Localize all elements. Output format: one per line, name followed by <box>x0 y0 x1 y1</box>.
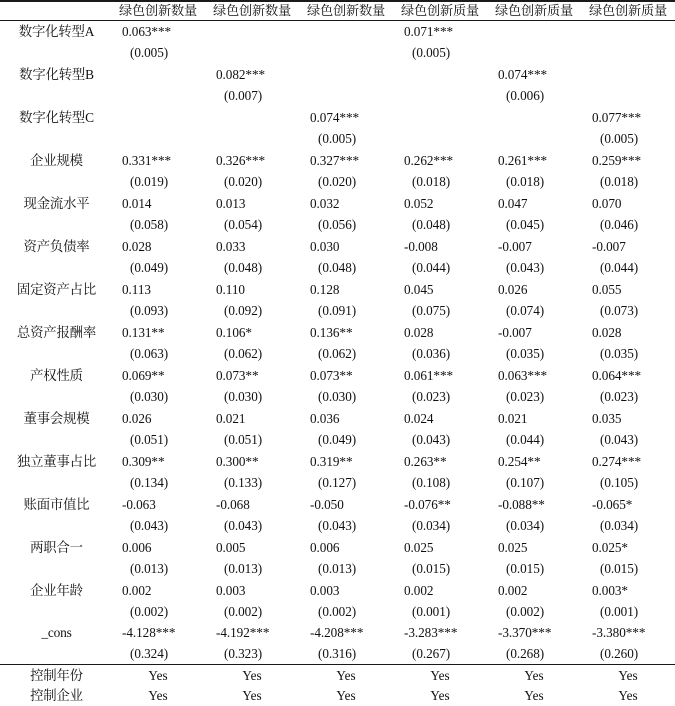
stderr-cell: (0.043) <box>318 518 357 534</box>
stderr-cell: (0.015) <box>506 561 545 577</box>
row-label-spacer <box>0 214 111 236</box>
coefficient-cell: -0.007 <box>498 324 532 340</box>
stderr-cell: (0.091) <box>318 303 357 319</box>
row-label-spacer <box>0 601 111 623</box>
stderr-cell: (0.030) <box>318 389 357 405</box>
stderr-cell: (0.074) <box>506 303 545 319</box>
stderr-cell: (0.005) <box>412 45 451 61</box>
footer-value-cell: Yes <box>430 688 450 704</box>
stderr-cell: (0.043) <box>600 432 639 448</box>
stderr-cell: (0.005) <box>318 131 357 147</box>
coefficient-cell: 0.028 <box>404 324 434 340</box>
stderr-cell: (0.049) <box>130 260 169 276</box>
stderr-cell: (0.015) <box>412 561 451 577</box>
coefficient-cell: 0.045 <box>404 281 434 297</box>
coefficient-cell: 0.110 <box>216 281 245 297</box>
column-header-5: 绿色创新质量 <box>487 1 581 20</box>
stderr-cell: (0.051) <box>224 432 263 448</box>
row-label-spacer <box>0 257 111 279</box>
table-header <box>0 1 675 20</box>
coefficient-cell <box>205 107 299 128</box>
table-row-stderr <box>0 128 675 150</box>
table-row <box>0 537 675 558</box>
table-row <box>0 365 675 386</box>
coefficient-cell: 0.021 <box>216 410 246 426</box>
column-header-4: 绿色创新质量 <box>393 1 487 20</box>
stderr-cell: (0.043) <box>506 260 545 276</box>
stderr-cell: (0.127) <box>318 475 357 491</box>
coefficient-cell: -0.007 <box>498 238 532 254</box>
footer-value-cell: Yes <box>336 688 356 704</box>
table-row-stderr <box>0 42 675 64</box>
stderr-cell: (0.044) <box>600 260 639 276</box>
coefficient-cell <box>487 20 581 42</box>
coefficient-cell: -0.065* <box>592 496 633 512</box>
stderr-cell: (0.018) <box>600 174 639 190</box>
table-footer-row <box>0 664 675 686</box>
stderr-cell: (0.030) <box>224 389 263 405</box>
column-header-6: 绿色创新质量 <box>581 1 675 20</box>
coefficient-cell: 0.025 <box>498 539 528 555</box>
row-label-spacer <box>0 643 111 665</box>
stderr-cell <box>299 42 393 64</box>
coefficient-cell: 0.326*** <box>216 152 266 168</box>
stderr-cell: (0.023) <box>506 389 545 405</box>
coefficient-cell: 0.331*** <box>122 152 172 168</box>
stderr-cell: (0.133) <box>224 475 263 491</box>
stderr-cell: (0.030) <box>130 389 169 405</box>
coefficient-cell: 0.319** <box>310 453 353 469</box>
coefficient-cell <box>581 20 675 42</box>
table-row-stderr <box>0 257 675 279</box>
stderr-cell <box>205 42 299 64</box>
column-header-2: 绿色创新数量 <box>205 1 299 20</box>
table-row <box>0 236 675 257</box>
stderr-cell: (0.002) <box>506 604 545 620</box>
stderr-cell <box>111 85 205 107</box>
table-row <box>0 408 675 429</box>
coefficient-cell: -0.068 <box>216 496 250 512</box>
stderr-cell: (0.044) <box>412 260 451 276</box>
coefficient-cell: -0.063 <box>122 496 156 512</box>
stderr-cell: (0.043) <box>130 518 169 534</box>
coefficient-cell: 0.300** <box>216 453 259 469</box>
coefficient-cell: 0.073** <box>310 367 353 383</box>
stderr-cell: (0.062) <box>224 346 263 362</box>
coefficient-cell: 0.309** <box>122 453 165 469</box>
coefficient-cell <box>487 107 581 128</box>
coefficient-cell <box>299 20 393 42</box>
table-row-stderr <box>0 214 675 236</box>
row-label-spacer <box>0 85 111 107</box>
stderr-cell: (0.058) <box>130 217 169 233</box>
row-label-spacer <box>0 300 111 322</box>
table-row-stderr <box>0 85 675 107</box>
stderr-cell: (0.260) <box>600 645 639 661</box>
coefficient-cell: 0.263** <box>404 453 447 469</box>
coefficient-cell: 0.069** <box>122 367 165 383</box>
table-row <box>0 451 675 472</box>
coefficient-cell: 0.128 <box>310 281 340 297</box>
coefficient-cell: 0.074*** <box>310 109 360 125</box>
stderr-cell: (0.268) <box>506 645 545 661</box>
coefficient-cell: 0.006 <box>122 539 152 555</box>
stderr-cell: (0.020) <box>318 174 357 190</box>
row-label-spacer <box>0 42 111 64</box>
stderr-cell <box>205 128 299 150</box>
coefficient-cell: 0.024 <box>404 410 434 426</box>
coefficient-cell <box>299 64 393 85</box>
stderr-cell: (0.002) <box>318 604 357 620</box>
footer-value-cell: Yes <box>393 664 487 686</box>
footer-value-cell: Yes <box>205 664 299 686</box>
row-label-spacer <box>0 171 111 193</box>
stderr-cell: (0.049) <box>318 432 357 448</box>
stderr-cell: (0.105) <box>600 475 639 491</box>
table-row <box>0 494 675 515</box>
column-header-1: 绿色创新数量 <box>111 1 205 20</box>
row-label: 产权性质 <box>30 367 83 383</box>
row-label: 固定资产占比 <box>16 281 97 297</box>
stderr-cell: (0.002) <box>224 604 263 620</box>
stderr-cell: (0.023) <box>600 389 639 405</box>
stderr-cell: (0.134) <box>130 475 169 491</box>
coefficient-cell: 0.003* <box>592 582 628 598</box>
coefficient-cell: 0.259*** <box>592 152 642 168</box>
stderr-cell: (0.048) <box>412 217 451 233</box>
coefficient-cell: 0.026 <box>122 410 152 426</box>
stderr-cell: (0.062) <box>318 346 357 362</box>
stderr-cell <box>111 128 205 150</box>
coefficient-cell: -4.192*** <box>216 625 270 641</box>
row-label-spacer <box>0 472 111 494</box>
stderr-cell: (0.013) <box>318 561 357 577</box>
coefficient-cell: 0.074*** <box>498 66 548 82</box>
stderr-cell: (0.020) <box>224 174 263 190</box>
stderr-cell: (0.019) <box>130 174 169 190</box>
coefficient-cell: 0.030 <box>310 238 340 254</box>
stderr-cell <box>581 85 675 107</box>
stderr-cell: (0.323) <box>224 645 263 661</box>
coefficient-cell: 0.025* <box>592 539 628 555</box>
coefficient-cell: 0.028 <box>592 324 622 340</box>
stderr-cell <box>487 42 581 64</box>
stderr-cell: (0.051) <box>130 432 169 448</box>
coefficient-cell: -3.283*** <box>404 625 458 641</box>
footer-value-cell: Yes <box>581 664 675 686</box>
coefficient-cell: 0.025 <box>404 539 434 555</box>
stderr-cell: (0.001) <box>600 604 639 620</box>
table-row <box>0 322 675 343</box>
stderr-cell: (0.023) <box>412 389 451 405</box>
row-label: 企业年龄 <box>30 582 83 598</box>
coefficient-cell: 0.021 <box>498 410 528 426</box>
coefficient-cell <box>393 107 487 128</box>
stderr-cell: (0.073) <box>600 303 639 319</box>
table-row-stderr <box>0 429 675 451</box>
coefficient-cell: 0.003 <box>216 582 246 598</box>
stderr-cell: (0.007) <box>224 88 263 104</box>
row-label-spacer <box>0 386 111 408</box>
footer-value-cell: Yes <box>487 664 581 686</box>
stderr-cell: (0.056) <box>318 217 357 233</box>
stderr-cell: (0.093) <box>130 303 169 319</box>
table-row <box>0 107 675 128</box>
stderr-cell: (0.005) <box>130 45 169 61</box>
table-row-stderr <box>0 171 675 193</box>
table-body <box>0 20 675 706</box>
coefficient-cell: 0.327*** <box>310 152 360 168</box>
stderr-cell: (0.045) <box>506 217 545 233</box>
row-label-spacer <box>0 343 111 365</box>
footer-value-cell: Yes <box>148 688 168 704</box>
stderr-cell: (0.316) <box>318 645 357 661</box>
coefficient-cell: 0.063*** <box>498 367 548 383</box>
coefficient-cell: 0.254** <box>498 453 541 469</box>
row-label-spacer <box>0 515 111 537</box>
table-row <box>0 279 675 300</box>
stderr-cell: (0.054) <box>224 217 263 233</box>
stderr-cell: (0.002) <box>130 604 169 620</box>
coefficient-cell: 0.261*** <box>498 152 548 168</box>
coefficient-cell: -0.008 <box>404 238 438 254</box>
coefficient-cell: 0.035 <box>592 410 622 426</box>
stderr-cell: (0.005) <box>600 131 639 147</box>
header-row <box>0 1 675 20</box>
stderr-cell: (0.035) <box>506 346 545 362</box>
table-row <box>0 193 675 214</box>
stderr-cell: (0.048) <box>318 260 357 276</box>
coefficient-cell: 0.047 <box>498 195 528 211</box>
table-row <box>0 20 675 42</box>
row-label: 账面市值比 <box>23 496 90 512</box>
row-label-spacer <box>0 429 111 451</box>
coefficient-cell: 0.274*** <box>592 453 642 469</box>
stderr-cell: (0.034) <box>506 518 545 534</box>
coefficient-cell <box>205 20 299 42</box>
table-row-stderr <box>0 343 675 365</box>
footer-value-cell: Yes <box>618 688 638 704</box>
coefficient-cell: 0.063*** <box>111 20 205 42</box>
coefficient-cell: -0.007 <box>592 238 626 254</box>
footer-row-label: 控制企业 <box>30 688 83 704</box>
stderr-cell: (0.324) <box>130 645 169 661</box>
stderr-cell: (0.036) <box>412 346 451 362</box>
stderr-cell: (0.044) <box>506 432 545 448</box>
stderr-cell: (0.107) <box>506 475 545 491</box>
footer-value-cell: Yes <box>242 688 262 704</box>
row-label: 总资产报酬率 <box>16 324 97 340</box>
stderr-cell: (0.034) <box>600 518 639 534</box>
coefficient-cell: 0.061*** <box>404 367 454 383</box>
stderr-cell: (0.015) <box>600 561 639 577</box>
stderr-cell: (0.043) <box>224 518 263 534</box>
stderr-cell: (0.013) <box>224 561 263 577</box>
stderr-cell: (0.013) <box>130 561 169 577</box>
coefficient-cell: -3.370*** <box>498 625 552 641</box>
coefficient-cell: 0.073** <box>216 367 259 383</box>
row-label: 数字化转型B <box>19 66 94 82</box>
stderr-cell: (0.018) <box>412 174 451 190</box>
table-footer-row <box>0 686 675 706</box>
coefficient-cell <box>393 64 487 85</box>
coefficient-cell: 0.113 <box>122 281 151 297</box>
coefficient-cell <box>111 64 205 85</box>
row-label: _cons <box>41 625 72 641</box>
coefficient-cell: 0.005 <box>216 539 246 555</box>
coefficient-cell: 0.026 <box>498 281 528 297</box>
coefficient-cell: 0.262*** <box>404 152 454 168</box>
coefficient-cell: 0.131** <box>122 324 165 340</box>
table-row-stderr <box>0 472 675 494</box>
table-row <box>0 150 675 171</box>
coefficient-cell: 0.077*** <box>592 109 642 125</box>
table-row-stderr <box>0 300 675 322</box>
row-label-spacer <box>0 558 111 580</box>
coefficient-cell: 0.082*** <box>216 66 266 82</box>
row-label: 董事会规模 <box>23 410 90 426</box>
coefficient-cell: 0.136** <box>310 324 353 340</box>
table-row <box>0 64 675 85</box>
stderr-cell: (0.046) <box>600 217 639 233</box>
coefficient-cell: 0.106* <box>216 324 252 340</box>
coefficient-cell: 0.064*** <box>592 367 642 383</box>
coefficient-cell: 0.036 <box>310 410 340 426</box>
coefficient-cell: 0.003 <box>310 582 340 598</box>
table-row-stderr <box>0 386 675 408</box>
stderr-cell: (0.063) <box>130 346 169 362</box>
coefficient-cell: 0.028 <box>122 238 152 254</box>
table-row-stderr <box>0 515 675 537</box>
footer-value-cell: Yes <box>524 688 544 704</box>
coefficient-cell: 0.070 <box>592 195 622 211</box>
stderr-cell <box>581 42 675 64</box>
stderr-cell: (0.092) <box>224 303 263 319</box>
row-label: 资产负债率 <box>23 238 90 254</box>
coefficient-cell: 0.033 <box>216 238 246 254</box>
coefficient-cell: -4.208*** <box>310 625 364 641</box>
row-label-spacer <box>0 128 111 150</box>
coefficient-cell: -0.088** <box>498 496 545 512</box>
stderr-cell: (0.075) <box>412 303 451 319</box>
coefficient-cell <box>111 107 205 128</box>
stderr-cell <box>487 128 581 150</box>
footer-row-label: 控制年份 <box>0 664 111 686</box>
stderr-cell: (0.108) <box>412 475 451 491</box>
table-row-stderr <box>0 558 675 580</box>
coefficient-cell: 0.002 <box>498 582 528 598</box>
row-label: 两职合一 <box>30 539 83 555</box>
stderr-cell <box>393 128 487 150</box>
stderr-cell: (0.001) <box>412 604 451 620</box>
table-row-stderr <box>0 601 675 623</box>
stderr-cell: (0.267) <box>412 645 451 661</box>
stderr-cell <box>393 85 487 107</box>
coefficient-cell: -3.380*** <box>592 625 646 641</box>
header-corner-blank <box>0 1 111 20</box>
table-row <box>0 580 675 601</box>
row-label: 数字化转型C <box>19 109 94 125</box>
table-row <box>0 623 675 643</box>
stderr-cell: (0.048) <box>224 260 263 276</box>
coefficient-cell <box>581 64 675 85</box>
stderr-cell: (0.034) <box>412 518 451 534</box>
row-label: 企业规模 <box>30 152 83 168</box>
row-label: 独立董事占比 <box>16 453 97 469</box>
stderr-cell: (0.043) <box>412 432 451 448</box>
coefficient-cell: -0.076** <box>404 496 451 512</box>
coefficient-cell: 0.002 <box>122 582 152 598</box>
coefficient-cell: -0.050 <box>310 496 344 512</box>
coefficient-cell: 0.071*** <box>393 20 487 42</box>
stderr-cell: (0.035) <box>600 346 639 362</box>
coefficient-cell: 0.013 <box>216 195 246 211</box>
coefficient-cell: -4.128*** <box>122 625 176 641</box>
coefficient-cell: 0.052 <box>404 195 434 211</box>
table-row-stderr <box>0 643 675 665</box>
stderr-cell <box>299 85 393 107</box>
coefficient-cell: 0.014 <box>122 195 152 211</box>
coefficient-cell: 0.055 <box>592 281 622 297</box>
row-label: 现金流水平 <box>23 195 90 211</box>
coefficient-cell: 0.002 <box>404 582 434 598</box>
column-header-3: 绿色创新数量 <box>299 1 393 20</box>
footer-value-cell: Yes <box>111 664 205 686</box>
coefficient-cell: 0.006 <box>310 539 340 555</box>
row-label: 数字化转型A <box>0 20 111 42</box>
coefficient-cell: 0.032 <box>310 195 340 211</box>
footer-value-cell: Yes <box>299 664 393 686</box>
stderr-cell: (0.006) <box>506 88 545 104</box>
stderr-cell: (0.018) <box>506 174 545 190</box>
